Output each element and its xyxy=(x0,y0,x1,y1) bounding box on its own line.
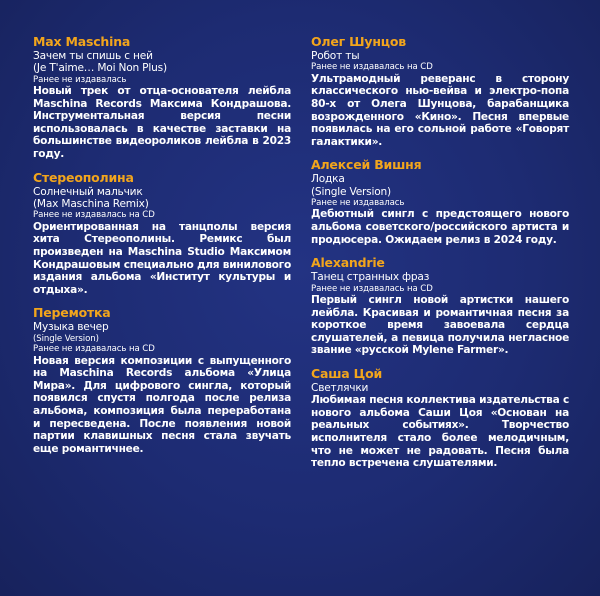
release-note: Ранее не издавалась на CD xyxy=(33,344,155,355)
track-description: Ультрамодный реверанс в сторону классического нью-вейва и электро-попа 80-х от Олега Шунцова, барабанщика возрожденного «Кино». Песня впервые появилась на его сольной работе «Говорят галактики». xyxy=(311,72,569,148)
track-description: Первый сингл новой артистки нашего лейбла. Красивая и романтичная песня за короткое время завоевала сердца слушателей, а певица получила негласное звание «русской Mylene Farmer». xyxy=(311,294,569,357)
release-note: Ранее не издавалась на CD xyxy=(311,283,433,294)
release-note: Ранее не издавалась на CD xyxy=(311,62,433,73)
artist-name: Перемотка xyxy=(33,305,111,321)
track-description: Дебютный сингл с предстоящего нового альбома советского/российского артиста и продюсера. Ожидаем релиз в 2024 году. xyxy=(311,208,569,246)
track-entry xyxy=(311,34,569,148)
artist-name: Стереополина xyxy=(33,169,134,185)
artist-name: Max Maschina xyxy=(33,34,131,49)
track-entry xyxy=(311,157,569,246)
track-title: Зачем ты спишь с ней xyxy=(33,50,153,62)
left-column xyxy=(33,34,291,464)
track-entry xyxy=(311,255,569,357)
track-subtitle: (Single Version) xyxy=(311,185,391,198)
track-title: Музыка вечер xyxy=(33,321,109,334)
track-version: (Single Version) xyxy=(33,333,99,344)
release-note: Ранее не издавалась xyxy=(33,74,127,85)
track-subtitle: (Je T'aime… Moi Non Plus) xyxy=(33,62,167,75)
artist-name: Олег Шунцов xyxy=(311,34,406,49)
track-description: Новый трек от отца-основателя лейбла Maschina Records Максима Кондрашова. Инструментальная версия песни использовалась в качестве заставки на большинстве видеороликов лейбла в 2023 году. xyxy=(33,85,291,161)
track-title: Светлячки xyxy=(311,382,369,394)
track-entry xyxy=(33,305,291,455)
track-description: Ориентированная на танцполы версия хита Стереополины. Ремикс был произведен на Maschina Studio Максимом Кондрашовым специально для винилового издания альбома «Институт культуры и отдыха». xyxy=(33,220,291,296)
track-description: Новая версия композиции с выпущенного на Maschina Records альбома «Улица Мира». Для цифрового сингла, который появился спустя полгода после релиза альбома, композиция была переработана и пересведена. После появления новой партии клавишных песня стала звучать еще романтичнее. xyxy=(33,354,291,455)
track-description: Любимая песня коллектива издательства с нового альбома Саши Цоя «Основан на реальных событиях». Творчество исполнителя стало более мелодичным, что не может не радовать. Песня была тепло встречена слушателями. xyxy=(311,394,569,470)
right-column xyxy=(311,34,569,479)
track-title: Робот ты xyxy=(311,50,360,62)
release-note: Ранее не издавалась на CD xyxy=(33,210,155,221)
artist-name: Alexandrie xyxy=(311,255,385,271)
track-title: Лодка xyxy=(311,173,345,186)
track-entry xyxy=(33,34,291,161)
artist-name: Алексей Вишня xyxy=(311,157,422,173)
track-entry xyxy=(311,366,569,470)
track-title: Солнечный мальчик xyxy=(33,185,143,198)
artist-name: Саша Цой xyxy=(311,366,383,381)
release-note: Ранее не издавалась xyxy=(311,197,405,208)
track-subtitle: (Max Maschina Remix) xyxy=(33,197,149,210)
track-title: Танец странных фраз xyxy=(311,271,430,284)
track-entry xyxy=(33,170,291,297)
